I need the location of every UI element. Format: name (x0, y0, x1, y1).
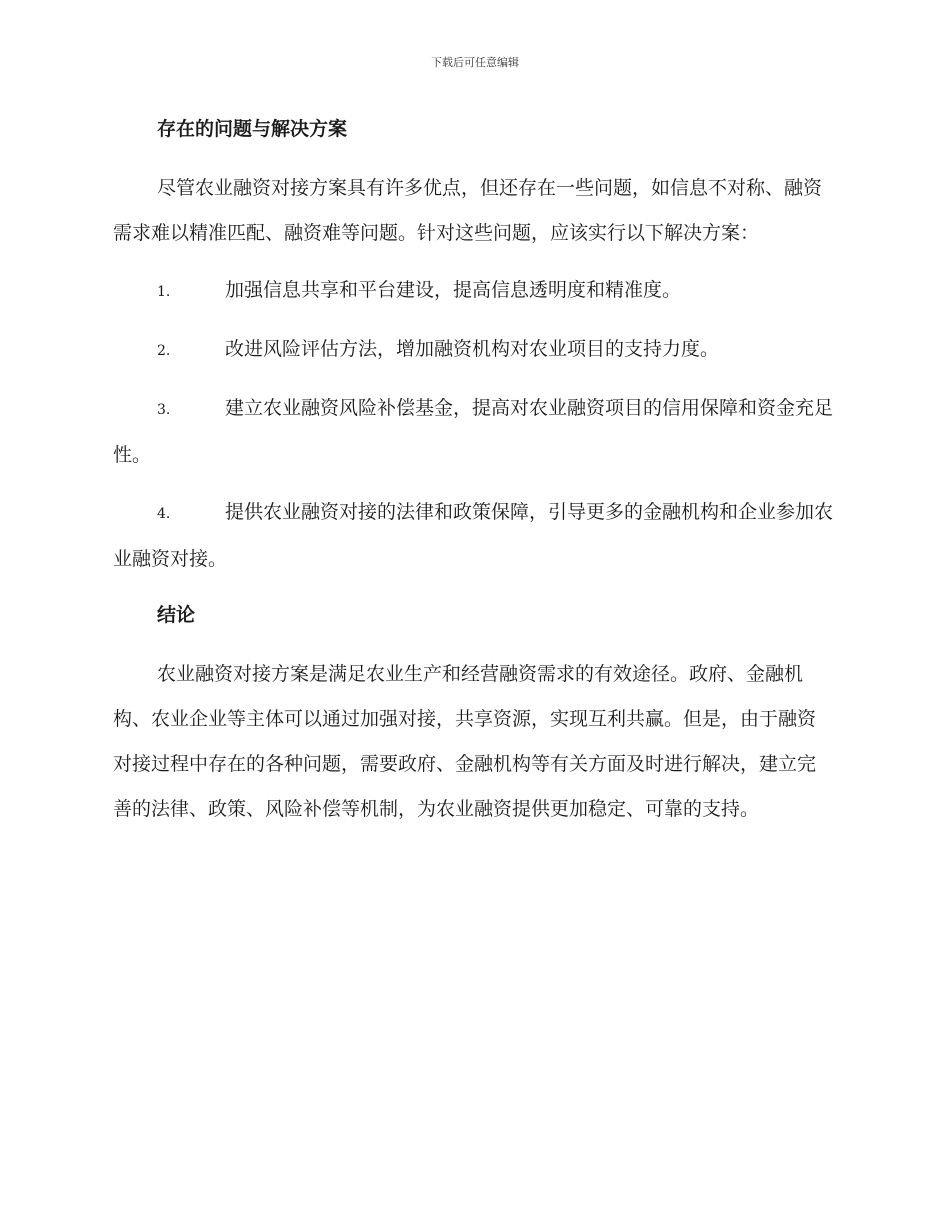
list-item (113, 386, 833, 478)
header-note: 下载后可任意编辑 (431, 56, 519, 69)
section-problems-solutions (113, 112, 833, 582)
section-heading-problems: 存在的问题与解决方案 (157, 118, 348, 140)
section-conclusion (113, 598, 833, 832)
list-item-text: 提供农业融资对接的法律和政策保障，引导更多的金融机构和企业参加农业融资对接。 (113, 501, 834, 570)
document-body (113, 112, 833, 844)
list-item (113, 490, 833, 582)
solutions-list (113, 268, 833, 582)
list-item-text: 建立农业融资风险补偿基金，提高对农业融资项目的信用保障和资金充足性。 (113, 397, 834, 466)
list-item-number: 4. (157, 506, 171, 522)
list-item-text: 加强信息共享和平台建设，提高信息透明度和精准度。 (225, 279, 682, 301)
list-item-number: 2. (157, 343, 171, 359)
list-item-text: 改进风险评估方法，增加融资机构对农业项目的支持力度。 (225, 338, 720, 360)
section-heading-conclusion: 结论 (157, 604, 196, 626)
list-item-number: 3. (157, 402, 171, 418)
list-item (113, 268, 833, 315)
conclusion-paragraph: 农业融资对接方案是满足农业生产和经营融资需求的有效途径。政府、金融机构、农业企业等主体可以通过加强对接，共享资源，实现互利共赢。但是，由于融资对接过程中存在的各种问题，需要政府、金融机构等有关方面及时进行解决，建立完善的法律、政策、风险补偿等机制，为农业融资提供更加稳定、可靠的支持。 (113, 663, 817, 820)
list-item (113, 327, 833, 374)
list-item-number: 1. (157, 284, 171, 300)
intro-paragraph: 尽管农业融资对接方案具有许多优点，但还存在一些问题，如信息不对称、融资需求难以精准匹配、融资难等问题。针对这些问题，应该实行以下解决方案： (113, 177, 823, 244)
